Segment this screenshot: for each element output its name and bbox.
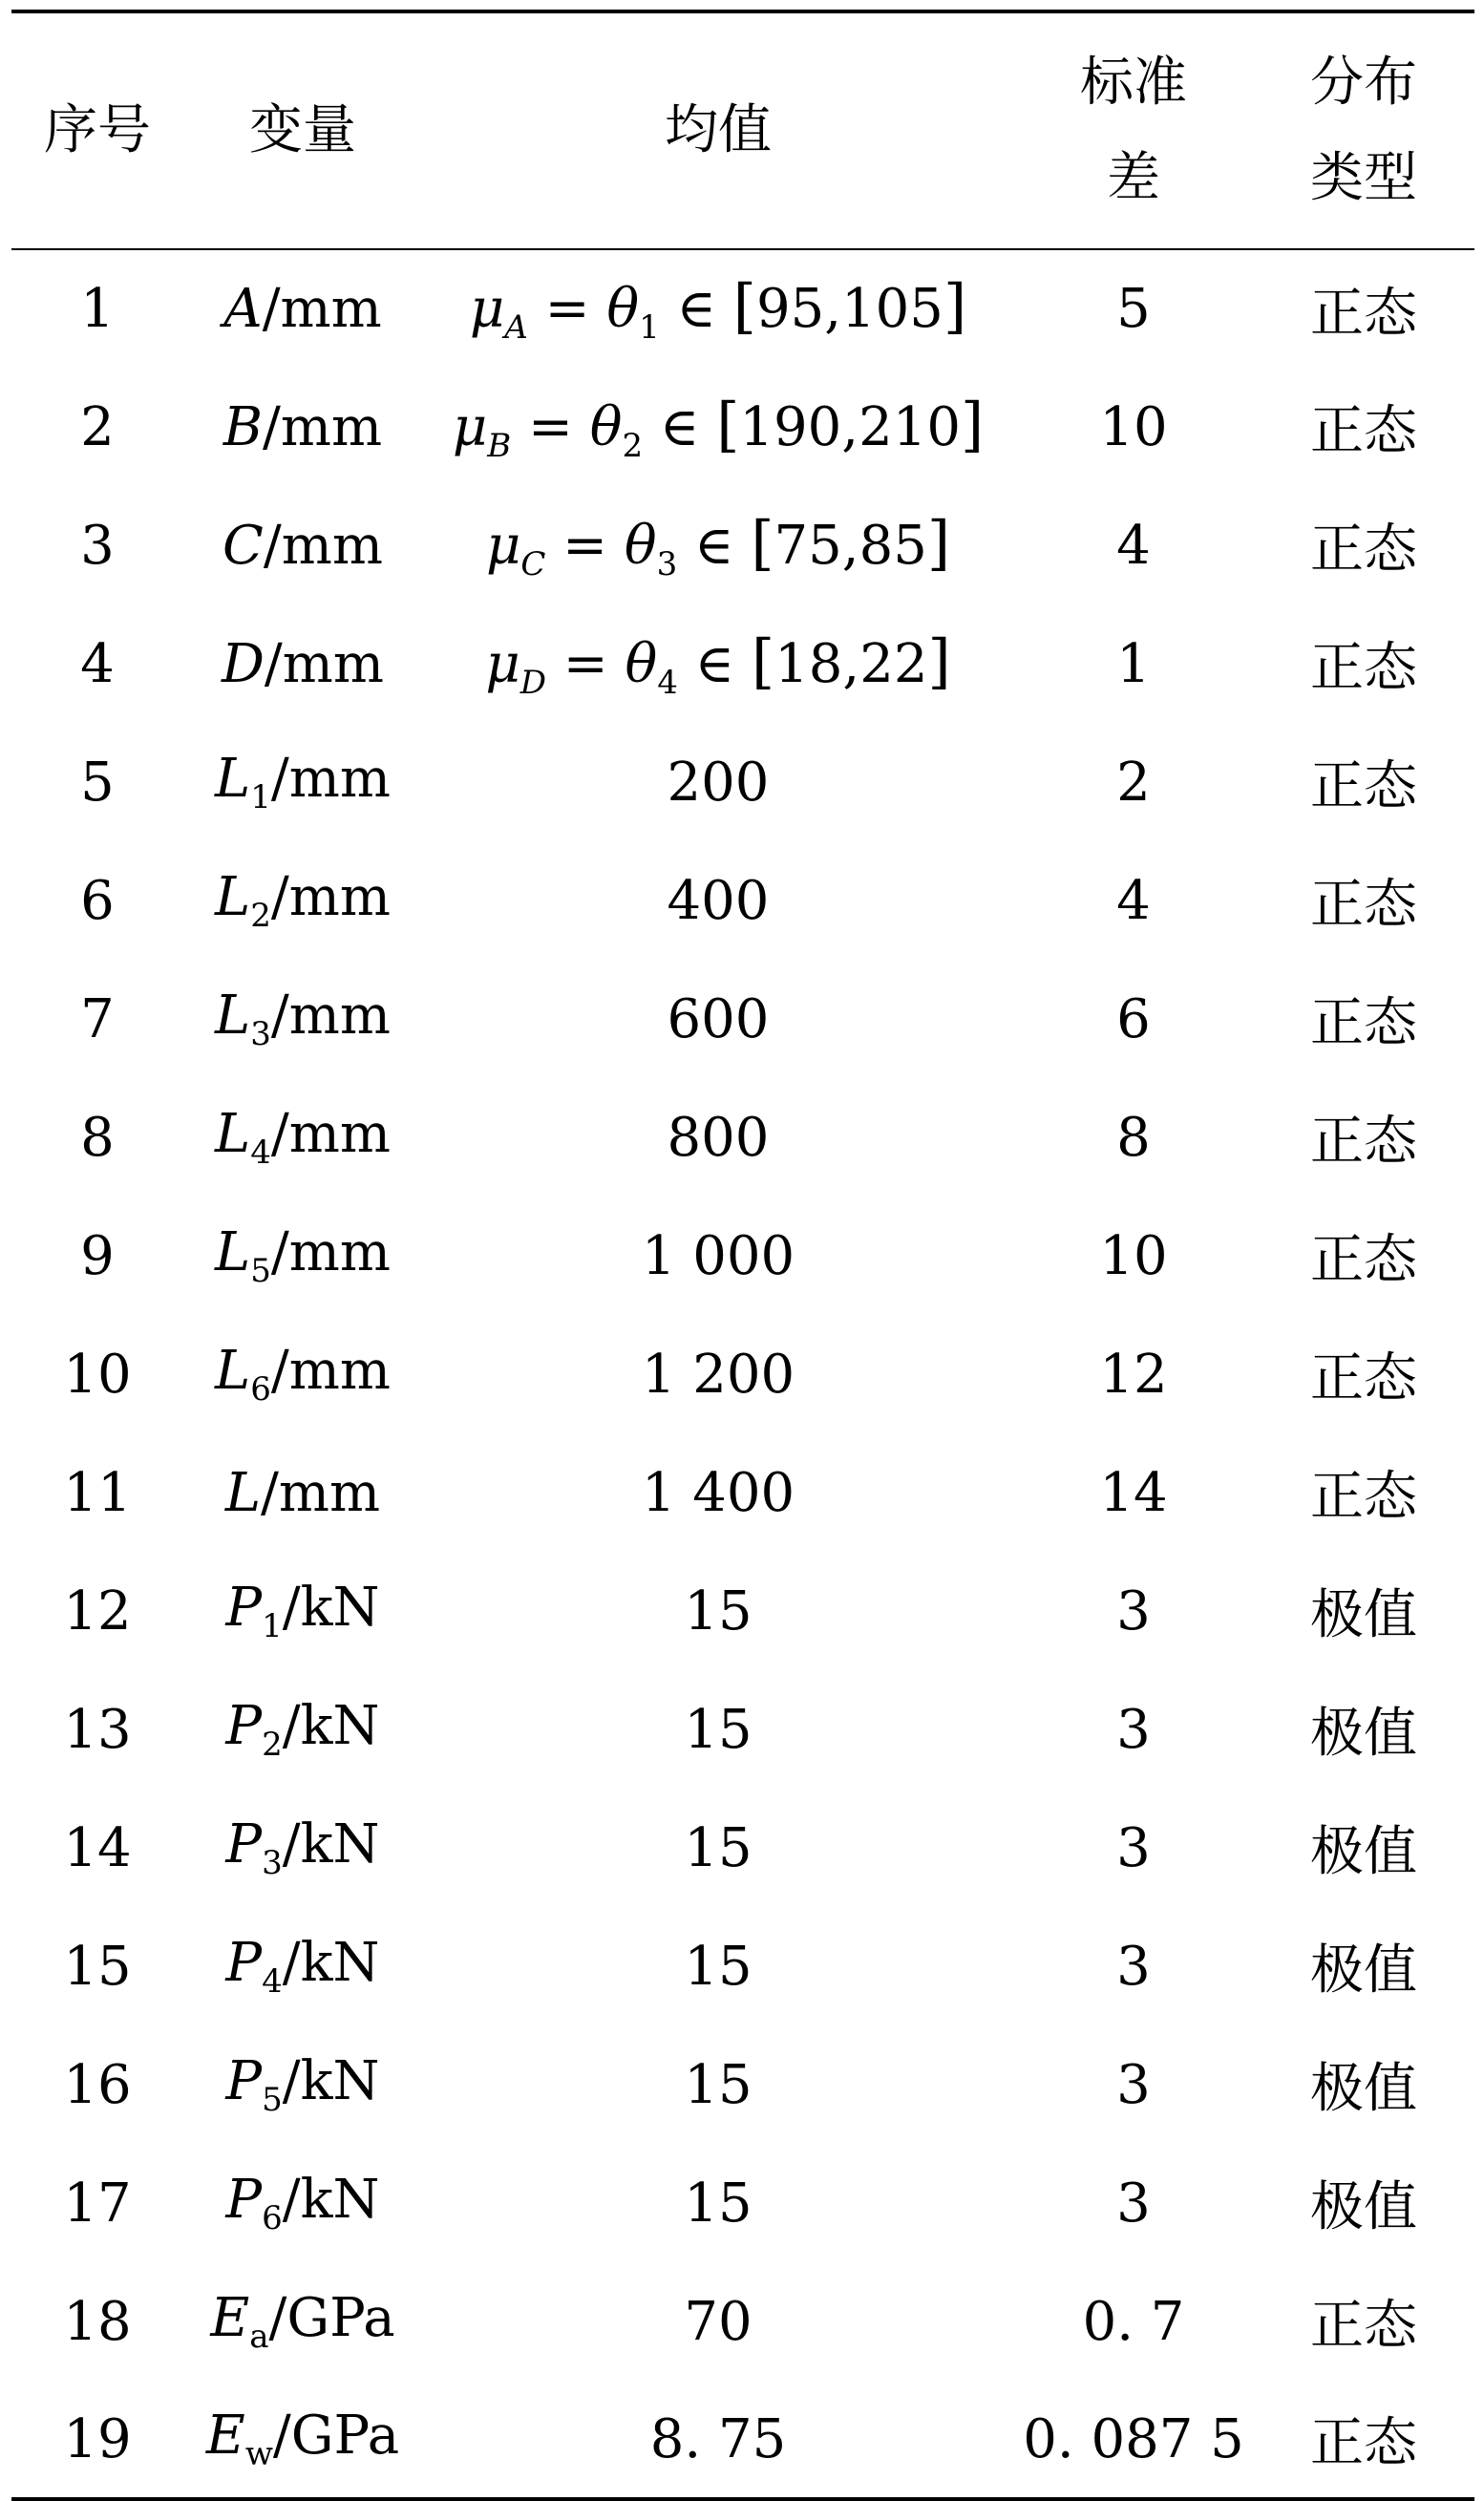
cell-variable: [183, 486, 422, 604]
variable-unit: /mm: [263, 514, 383, 577]
cell-std: 3: [1116, 2172, 1151, 2235]
variable-subscript: a: [249, 2318, 269, 2356]
cell-mean: [422, 368, 1014, 486]
cell-mean: 1 200: [641, 1343, 795, 1406]
table-row: [11, 604, 1474, 723]
variable-unit: /mm: [270, 866, 391, 928]
variable-subscript: 4: [262, 1962, 283, 2001]
mean-mu-subscript: A: [504, 308, 528, 347]
cell-variable: [183, 960, 422, 1078]
mean-equals: =: [545, 514, 625, 577]
variable-subscript: 2: [250, 897, 271, 935]
header-std-label: 标准差: [1080, 52, 1187, 209]
variable-symbol: P: [225, 1695, 263, 1757]
cell-variable: [183, 723, 422, 841]
table-row: [11, 2025, 1474, 2144]
variable-subscript: 5: [262, 2081, 283, 2119]
cell-index: 6: [80, 869, 115, 932]
variable-symbol: P: [225, 1932, 263, 1994]
cell-dist: 极值: [1310, 1939, 1417, 2002]
cell-mean: 15: [684, 1579, 753, 1643]
variable-unit: /mm: [264, 632, 384, 695]
variable-unit: /mm: [270, 748, 391, 810]
mean-range: 75,85: [774, 514, 927, 577]
cell-mean: 800: [667, 1106, 770, 1169]
variable-subscript: 1: [250, 778, 271, 816]
table-row: [11, 1433, 1474, 1552]
mean-bracket-close: ]: [960, 389, 985, 459]
cell-mean: 1 400: [641, 1461, 795, 1524]
variable-subscript: 5: [250, 1252, 271, 1290]
table-row: [11, 1315, 1474, 1433]
variable-unit: /kN: [282, 2050, 380, 2112]
parameter-table: [11, 10, 1474, 2501]
cell-variable: [183, 1670, 422, 1789]
cell-index: 4: [80, 632, 115, 695]
table-row: [11, 368, 1474, 486]
header-std: [1014, 11, 1253, 249]
cell-dist: 极值: [1310, 1821, 1417, 1883]
variable-symbol: P: [225, 1813, 263, 1876]
mean-equals: =: [527, 278, 607, 340]
table-row: [11, 1789, 1474, 1907]
table-row: [11, 1552, 1474, 1670]
table-row: [11, 2262, 1474, 2381]
cell-std: 10: [1099, 395, 1168, 458]
cell-std: 10: [1099, 1224, 1168, 1287]
cell-std: 0. 7: [1082, 2290, 1185, 2353]
variable-symbol: C: [223, 514, 264, 577]
cell-index: 16: [63, 2053, 132, 2116]
header-index: 序号: [44, 99, 151, 161]
cell-dist: 正态: [1310, 755, 1417, 817]
table-row: [11, 2381, 1474, 2499]
cell-variable: [183, 1789, 422, 1907]
variable-symbol: D: [222, 632, 265, 695]
cell-dist: 正态: [1310, 1229, 1417, 1291]
variable-unit: /mm: [261, 1461, 381, 1524]
variable-unit: /mm: [263, 395, 383, 458]
table-body: [11, 249, 1474, 2499]
cell-mean: 8. 75: [649, 2407, 787, 2470]
variable-subscript: w: [244, 2435, 273, 2473]
variable-unit: /kN: [282, 1577, 380, 1639]
mean-bracket-close: ]: [927, 625, 951, 696]
mean-theta: θ: [624, 514, 657, 577]
cell-std: 12: [1099, 1343, 1168, 1406]
cell-dist: 极值: [1310, 1703, 1417, 1765]
mean-element-of: ∈: [643, 395, 717, 458]
cell-mean: 15: [684, 1698, 753, 1761]
table-row: [11, 2144, 1474, 2262]
variable-unit: /kN: [282, 1695, 380, 1757]
header-dist: [1253, 11, 1474, 249]
cell-dist: 正态: [1310, 519, 1417, 581]
variable-subscript: 6: [262, 2199, 283, 2237]
cell-std: 8: [1116, 1106, 1151, 1169]
cell-index: 13: [63, 1698, 132, 1761]
variable-unit: /GPa: [268, 2287, 395, 2349]
mean-bracket-close: ]: [943, 271, 967, 341]
mean-theta-subscript: 1: [639, 308, 660, 347]
variable-unit: /mm: [270, 1221, 391, 1283]
cell-std: 3: [1116, 1698, 1151, 1761]
variable-symbol: L: [215, 1103, 251, 1165]
mean-mu-subscript: D: [519, 663, 546, 702]
header-row: [11, 11, 1474, 249]
table-row: [11, 1907, 1474, 2025]
cell-std: 3: [1116, 2053, 1151, 2116]
cell-std: 4: [1116, 869, 1151, 932]
variable-unit: /mm: [270, 985, 391, 1047]
cell-mean: 1 000: [641, 1224, 795, 1287]
header-dist-label: 分布类型: [1310, 52, 1417, 209]
cell-mean: 70: [684, 2290, 753, 2353]
mean-range: 190,210: [739, 395, 961, 458]
mean-bracket-open: [: [751, 625, 775, 696]
cell-variable: [183, 1197, 422, 1315]
cell-variable: [183, 1552, 422, 1670]
cell-mean: 600: [667, 987, 770, 1050]
cell-index: 5: [80, 751, 115, 814]
cell-variable: [183, 2262, 422, 2381]
cell-variable: [183, 2381, 422, 2499]
table-row: [11, 1670, 1474, 1789]
mean-theta-subscript: 2: [622, 426, 644, 465]
variable-unit: /mm: [270, 1340, 391, 1402]
mean-theta: θ: [589, 395, 623, 458]
variable-subscript: 3: [262, 1844, 283, 1882]
variable-symbol: A: [223, 278, 263, 340]
variable-symbol: L: [215, 1221, 251, 1283]
variable-symbol: E: [205, 2405, 245, 2467]
table-header: [11, 11, 1474, 249]
mean-bracket-close: ]: [926, 507, 951, 578]
table-row: [11, 486, 1474, 604]
variable-symbol: E: [210, 2287, 250, 2349]
variable-unit: /kN: [282, 1813, 380, 1876]
mean-range: 18,22: [774, 632, 928, 695]
mean-mu: μ: [469, 278, 505, 340]
mean-element-of: ∈: [677, 514, 752, 577]
cell-index: 10: [63, 1343, 132, 1406]
mean-mu-subscript: B: [487, 426, 512, 465]
cell-dist: 正态: [1310, 400, 1417, 462]
mean-equals: =: [545, 632, 625, 695]
cell-index: 2: [80, 395, 115, 458]
mean-bracket-open: [: [716, 389, 740, 459]
variable-symbol: L: [215, 866, 251, 928]
cell-mean: 15: [684, 2053, 753, 2116]
cell-std: 14: [1099, 1461, 1168, 1524]
cell-std: 4: [1116, 514, 1151, 577]
cell-index: 7: [80, 987, 115, 1050]
cell-std: 3: [1116, 1579, 1151, 1643]
mean-mu: μ: [485, 514, 521, 577]
header-mean: 均值: [665, 99, 772, 161]
table-row: [11, 1197, 1474, 1315]
mean-bracket-open: [: [732, 271, 756, 341]
cell-std: 2: [1116, 751, 1151, 814]
cell-mean: 200: [667, 751, 770, 814]
cell-dist: 正态: [1310, 992, 1417, 1054]
cell-std: 3: [1116, 1935, 1151, 1998]
cell-mean: [422, 249, 1014, 368]
cell-index: 18: [63, 2290, 132, 2353]
cell-mean: 15: [684, 2172, 753, 2235]
variable-unit: /kN: [282, 2169, 380, 2231]
variable-subscript: 2: [262, 1726, 283, 1764]
cell-variable: [183, 2025, 422, 2144]
cell-dist: 正态: [1310, 637, 1417, 699]
cell-dist: 正态: [1310, 282, 1417, 345]
mean-equals: =: [511, 395, 590, 458]
cell-index: 15: [63, 1935, 132, 1998]
table-row: [11, 723, 1474, 841]
mean-range: 95,105: [755, 278, 943, 340]
cell-variable: [183, 249, 422, 368]
cell-std: 5: [1116, 278, 1151, 340]
table-row: [11, 1078, 1474, 1197]
cell-variable: [183, 1907, 422, 2025]
variable-symbol: P: [225, 1577, 263, 1639]
cell-variable: [183, 1433, 422, 1552]
variable-subscript: 6: [250, 1370, 271, 1409]
cell-dist: 正态: [1310, 1347, 1417, 1409]
cell-std: 6: [1116, 987, 1151, 1050]
cell-variable: [183, 1078, 422, 1197]
table-row: [11, 841, 1474, 960]
cell-dist: 正态: [1310, 1466, 1417, 1528]
cell-index: 17: [63, 2172, 132, 2235]
cell-dist: 极值: [1310, 2176, 1417, 2238]
mean-theta-subscript: 4: [657, 663, 678, 702]
cell-index: 19: [63, 2407, 132, 2470]
header-variable: 变量: [249, 99, 356, 161]
variable-unit: /mm: [270, 1103, 391, 1165]
variable-symbol: L: [215, 1340, 251, 1402]
mean-bracket-open: [: [751, 507, 774, 578]
cell-dist: 正态: [1310, 2295, 1417, 2357]
variable-subscript: 4: [250, 1134, 271, 1172]
variable-subscript: 3: [250, 1015, 271, 1053]
variable-symbol: P: [225, 2169, 263, 2231]
table-row: [11, 249, 1474, 368]
cell-variable: [183, 2144, 422, 2262]
mean-mu: μ: [485, 632, 520, 695]
cell-index: 14: [63, 1816, 132, 1879]
cell-index: 1: [80, 278, 115, 340]
table-row: [11, 960, 1474, 1078]
cell-variable: [183, 1315, 422, 1433]
cell-index: 12: [63, 1579, 132, 1643]
cell-std: 1: [1116, 632, 1151, 695]
mean-theta: θ: [606, 278, 640, 340]
cell-mean: 15: [684, 1935, 753, 1998]
cell-index: 9: [80, 1224, 115, 1287]
cell-mean: [422, 486, 1014, 604]
variable-unit: /GPa: [272, 2405, 400, 2467]
cell-dist: 极值: [1310, 2058, 1417, 2120]
cell-dist: 正态: [1310, 2412, 1417, 2474]
cell-dist: 极值: [1310, 1584, 1417, 1646]
cell-std: 3: [1116, 1816, 1151, 1879]
cell-variable: [183, 841, 422, 960]
cell-variable: [183, 604, 422, 723]
cell-variable: [183, 368, 422, 486]
cell-std: 0. 087 5: [1023, 2407, 1244, 2470]
mean-theta-subscript: 3: [656, 544, 678, 583]
mean-element-of: ∈: [659, 278, 733, 340]
variable-symbol: L: [224, 1461, 262, 1524]
mean-theta: θ: [625, 632, 658, 695]
cell-mean: 15: [684, 1816, 753, 1879]
cell-index: 3: [80, 514, 115, 577]
cell-dist: 正态: [1310, 1111, 1417, 1173]
mean-element-of: ∈: [677, 632, 752, 695]
variable-symbol: L: [215, 985, 251, 1047]
variable-symbol: P: [225, 2050, 263, 2112]
variable-symbol: B: [223, 395, 264, 458]
mean-mu: μ: [452, 395, 488, 458]
cell-mean: [422, 604, 1014, 723]
cell-index: 11: [63, 1461, 132, 1524]
cell-index: 8: [80, 1106, 115, 1169]
variable-unit: /kN: [282, 1932, 380, 1994]
cell-dist: 正态: [1310, 874, 1417, 936]
variable-unit: /mm: [262, 278, 382, 340]
cell-mean: 400: [667, 869, 770, 932]
variable-symbol: L: [215, 748, 251, 810]
variable-subscript: 1: [262, 1607, 283, 1645]
mean-mu-subscript: C: [520, 544, 546, 583]
